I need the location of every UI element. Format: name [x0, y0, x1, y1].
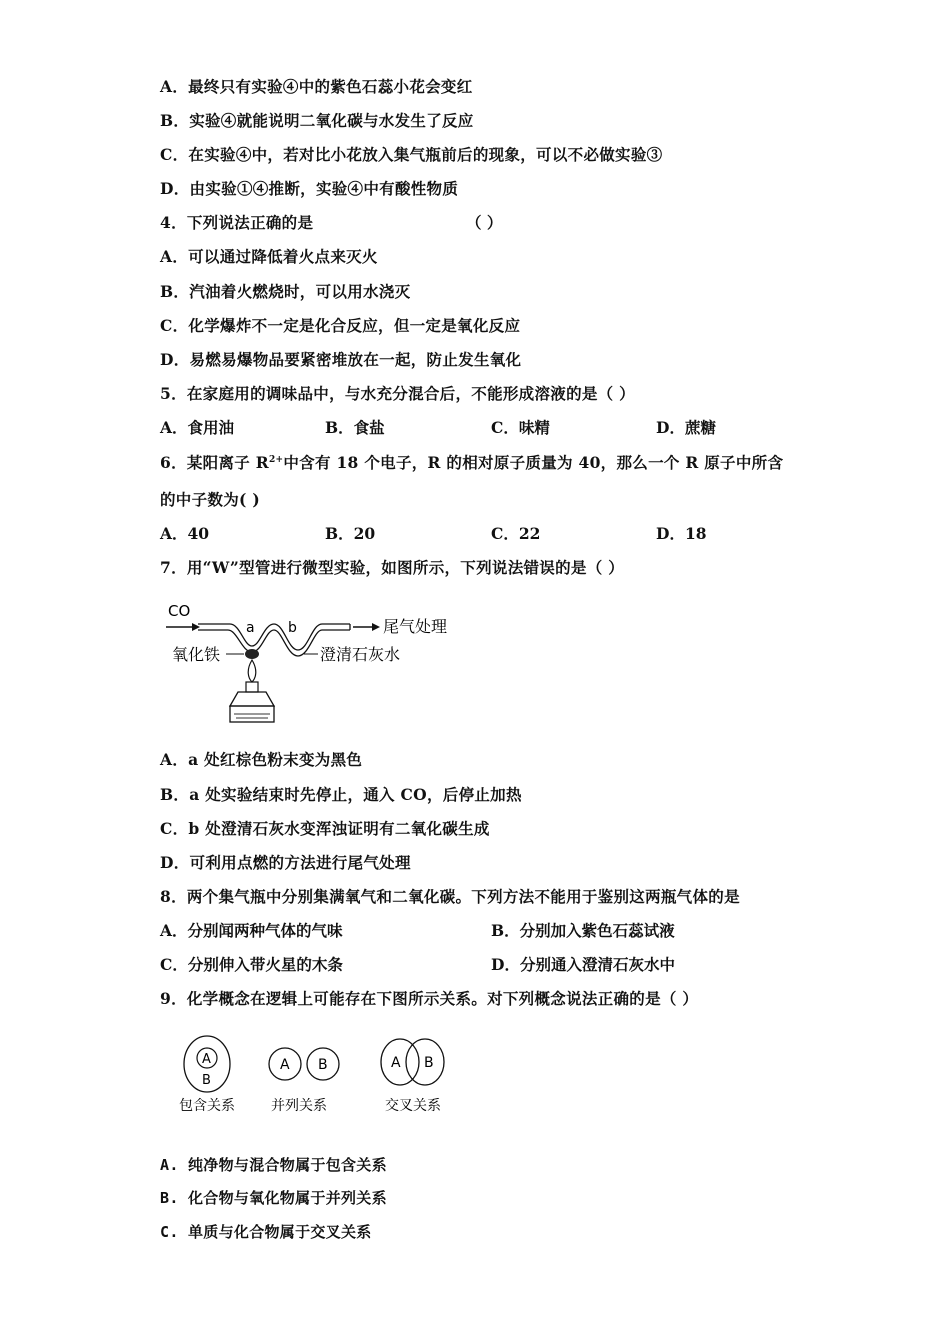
- q7-option-c: C．b 处澄清石灰水变浑浊证明有二氧化碳生成: [160, 819, 490, 838]
- w-tube-apparatus-figure: [160, 596, 460, 731]
- lamp-wick-holder: [246, 682, 258, 692]
- parallel-b-label: B: [318, 1057, 328, 1073]
- q7-option-a: A．a 处红棕色粉末变为黑色: [160, 750, 363, 769]
- q6-option-a: A．40: [160, 524, 210, 543]
- q8-option-b: B．分别加入紫色石蕊试液: [491, 921, 675, 940]
- q3-option-b: B．实验④就能说明二氧化碳与水发生了反应: [160, 111, 474, 130]
- q5-option-b: B．食盐: [325, 418, 385, 437]
- iron-oxide-powder: [245, 649, 259, 659]
- q9-stem: 9．化学概念在逻辑上可能存在下图所示关系。对下列概念说法正确的是（ ）: [160, 989, 699, 1008]
- outlet-arrow-head: [372, 623, 380, 631]
- q7-option-d: D．可利用点燃的方法进行尾气处理: [160, 853, 411, 872]
- q5-option-d: D．蔗糖: [656, 418, 716, 437]
- q3-option-c: C．在实验④中，若对比小花放入集气瓶前后的现象，可以不必做实验③: [160, 145, 663, 164]
- q6-stem-part1: 6．某阳离子 R: [160, 453, 269, 472]
- co-label: CO: [168, 602, 191, 620]
- q5-option-c: C．味精: [491, 418, 550, 437]
- q3-option-d: D．由实验①④推断，实验④中有酸性物质: [160, 179, 459, 198]
- q6-option-c: C．22: [491, 524, 541, 543]
- q4-option-b: B．汽油着火燃烧时，可以用水浇灭: [160, 282, 411, 301]
- q4-stem: 4．下列说法正确的是: [160, 213, 314, 232]
- q9-option-c: C. 单质与化合物属于交叉关系: [160, 1223, 372, 1241]
- q6-option-d: D．18: [656, 524, 707, 543]
- contain-b-label: B: [202, 1073, 211, 1088]
- q6-stem: [160, 453, 783, 473]
- q4-answer-paren: （ ）: [466, 213, 503, 232]
- exhaust-label: 尾气处理: [383, 617, 448, 636]
- q8-option-c: C．分别伸入带火星的木条: [160, 955, 343, 974]
- q4-option-d: D．易燃易爆物品要紧密堆放在一起，防止发生氧化: [160, 350, 522, 369]
- q8-option-a: A．分别闻两种气体的气味: [160, 921, 343, 940]
- q4-option-a: A．可以通过降低着火点来灭火: [160, 247, 378, 266]
- cross-a-label: A: [391, 1055, 401, 1071]
- limewater-label: 澄清石灰水: [320, 645, 401, 664]
- q3-option-a: A．最终只有实验④中的紫色石蕊小花会变红: [160, 77, 473, 96]
- concept-relations-figure: [175, 1028, 465, 1120]
- label-a: a: [246, 620, 255, 636]
- cross-relation-label: 交叉关系: [385, 1098, 441, 1114]
- q8-stem: 8．两个集气瓶中分别集满氧气和二氧化碳。下列方法不能用于鉴别这两瓶气体的是: [160, 887, 740, 906]
- q8-option-d: D．分别通入澄清石灰水中: [491, 955, 675, 974]
- label-b: b: [288, 620, 297, 636]
- parallel-a-label: A: [280, 1057, 290, 1073]
- flame: [248, 660, 256, 682]
- iron-oxide-label: 氧化铁: [172, 645, 221, 664]
- q5-option-a: A．食用油: [160, 418, 235, 437]
- q6-option-b: B．20: [325, 524, 376, 543]
- parallel-relation-label: 并列关系: [271, 1098, 327, 1114]
- contain-relation-label: 包含关系: [179, 1098, 235, 1114]
- alcohol-lamp-top: [230, 692, 274, 706]
- contain-a-label: A: [202, 1052, 211, 1067]
- q6-stem-part2: 中含有 18 个电子，R 的相对原子质量为 40，那么一个 R 原子中所含: [283, 453, 784, 472]
- q5-stem: 5．在家庭用的调味品中，与水充分混合后，不能形成溶液的是（ ）: [160, 384, 635, 403]
- q9-option-b: B. 化合物与氧化物属于并列关系: [160, 1189, 387, 1207]
- cross-b-label: B: [424, 1055, 434, 1071]
- q7-option-b: B．a 处实验结束时先停止，通入 CO，后停止加热: [160, 785, 522, 804]
- q6-stem-line2: 的中子数为( ): [160, 490, 260, 509]
- q9-option-a: A. 纯净物与混合物属于包含关系: [160, 1156, 387, 1174]
- q4-option-c: C．化学爆炸不一定是化合反应，但一定是氧化反应: [160, 316, 521, 335]
- q7-stem: 7．用“W”型管进行微型实验，如图所示，下列说法错误的是（ ）: [160, 558, 625, 577]
- q6-charge-superscript: 2+: [268, 454, 284, 465]
